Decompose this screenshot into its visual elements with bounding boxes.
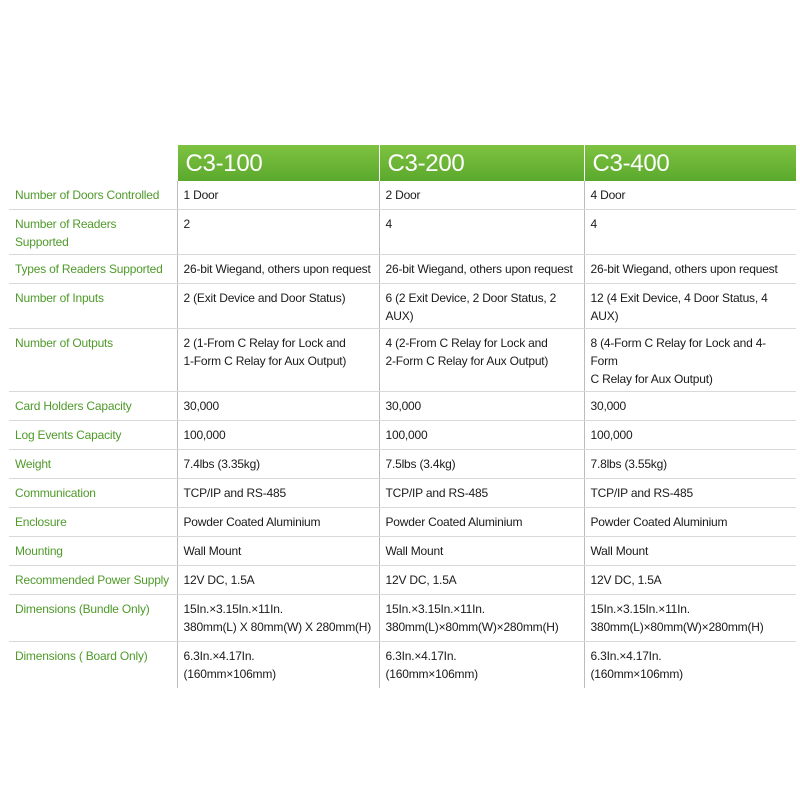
spec-row (9, 566, 796, 595)
spec-value: 26-bit Wiegand, others upon request (379, 255, 584, 284)
spec-row (9, 284, 796, 329)
spec-row (9, 642, 796, 689)
spec-body (9, 181, 796, 688)
spec-row (9, 595, 796, 642)
spec-value: 6 (2 Exit Device, 2 Door Status, 2 AUX) (379, 284, 584, 329)
spec-value-line: (160mm×106mm) (183, 667, 276, 681)
spec-value: 2 (Exit Device and Door Status) (177, 284, 379, 329)
header-corner (9, 145, 177, 181)
spec-value (584, 595, 796, 642)
spec-label: Weight (9, 450, 177, 479)
spec-value: Powder Coated Aluminium (379, 508, 584, 537)
spec-value: 1 Door (177, 181, 379, 210)
spec-label: Number of Outputs (9, 329, 177, 392)
spec-label: Mounting (9, 537, 177, 566)
model-name: C3-100 (185, 150, 263, 177)
spec-label: Dimensions ( Board Only) (15, 649, 148, 663)
spec-value-line: 8 (4-Form C Relay for Lock and 4-Form (590, 336, 766, 368)
spec-value-line: 2 (1-From C Relay for Lock and (183, 336, 346, 350)
spec-row (9, 479, 796, 508)
spec-value: 7.4lbs (3.35kg) (177, 450, 379, 479)
model-header-c3-400 (584, 145, 796, 181)
spec-label: Recommended Power Supply (9, 566, 177, 595)
spec-value: 7.5lbs (3.4kg) (379, 450, 584, 479)
spec-row (9, 329, 796, 392)
spec-value: 7.8lbs (3.55kg) (584, 450, 796, 479)
spec-value: Powder Coated Aluminium (177, 508, 379, 537)
spec-label: Dimensions (Bundle Only) (9, 595, 177, 642)
spec-value: 30,000 (584, 392, 796, 421)
spec-row (9, 537, 796, 566)
spec-label: Number of Readers Supported (9, 210, 177, 255)
model-header-c3-100 (177, 145, 379, 181)
spec-value: 2 Door (379, 181, 584, 210)
spec-value (584, 642, 796, 689)
spec-value: 100,000 (379, 421, 584, 450)
spec-value-line: 15In.×3.15In.×11In. (183, 602, 283, 616)
spec-value: 26-bit Wiegand, others upon request (177, 255, 379, 284)
spec-row (9, 255, 796, 284)
spec-value-line: 380mm(L)×80mm(W)×280mm(H) (590, 620, 764, 634)
spec-value: 30,000 (379, 392, 584, 421)
spec-value: 12V DC, 1.5A (177, 566, 379, 595)
spec-value: TCP/IP and RS-485 (379, 479, 584, 508)
spec-value-line: C Relay for Aux Output) (590, 372, 713, 386)
spec-row (9, 450, 796, 479)
spec-value: Wall Mount (177, 537, 379, 566)
spec-value-line: 380mm(L) X 80mm(W) X 280mm(H) (183, 620, 372, 634)
spec-value (177, 642, 379, 689)
spec-label: Log Events Capacity (9, 421, 177, 450)
spec-value-line: 380mm(L)×80mm(W)×280mm(H) (385, 620, 559, 634)
spec-value: Powder Coated Aluminium (584, 508, 796, 537)
spec-value (379, 329, 584, 392)
spec-value (379, 642, 584, 689)
spec-comparison-table (9, 145, 796, 688)
spec-label: Communication (9, 479, 177, 508)
spec-value: 4 Door (584, 181, 796, 210)
spec-row (9, 421, 796, 450)
model-name: C3-200 (387, 150, 465, 177)
spec-value-line: (160mm×106mm) (385, 667, 478, 681)
spec-value-line: 6.3In.×4.17In. (183, 649, 255, 663)
spec-value-line: 4 (2-From C Relay for Lock and (385, 336, 548, 350)
spec-value-line: 6.3In.×4.17In. (590, 649, 662, 663)
spec-label: Number of Doors Controlled (9, 181, 177, 210)
model-header-c3-200 (379, 145, 584, 181)
spec-value-line: (160mm×106mm) (590, 667, 683, 681)
spec-label: Card Holders Capacity (9, 392, 177, 421)
spec-value: Wall Mount (584, 537, 796, 566)
spec-value: 2 (177, 210, 379, 255)
spec-value (177, 595, 379, 642)
spec-row (9, 181, 796, 210)
spec-value: TCP/IP and RS-485 (584, 479, 796, 508)
spec-label: Types of Readers Supported (9, 255, 177, 284)
spec-value: 4 (584, 210, 796, 255)
spec-row (9, 508, 796, 537)
spec-row (9, 392, 796, 421)
spec-value-line: 6.3In.×4.17In. (385, 649, 457, 663)
spec-value-line: 15In.×3.15In.×11In. (385, 602, 485, 616)
spec-value (177, 329, 379, 392)
spec-value: 12V DC, 1.5A (379, 566, 584, 595)
spec-value (379, 595, 584, 642)
spec-value: 100,000 (177, 421, 379, 450)
spec-value: Wall Mount (379, 537, 584, 566)
spec-value-line: 15In.×3.15In.×11In. (590, 602, 690, 616)
spec-value: 30,000 (177, 392, 379, 421)
spec-value: TCP/IP and RS-485 (177, 479, 379, 508)
model-name: C3-400 (592, 150, 670, 177)
model-header-row (9, 145, 796, 181)
spec-value-line: 2-Form C Relay for Aux Output) (385, 354, 549, 368)
spec-value: 12 (4 Exit Device, 4 Door Status, 4 AUX) (584, 284, 796, 329)
spec-value (584, 329, 796, 392)
spec-value: 26-bit Wiegand, others upon request (584, 255, 796, 284)
spec-label: Enclosure (9, 508, 177, 537)
spec-value-line: 1-Form C Relay for Aux Output) (183, 354, 347, 368)
spec-row (9, 210, 796, 255)
spec-value: 12V DC, 1.5A (584, 566, 796, 595)
spec-label: Number of Inputs (9, 284, 177, 329)
spec-value: 100,000 (584, 421, 796, 450)
spec-value: 4 (379, 210, 584, 255)
